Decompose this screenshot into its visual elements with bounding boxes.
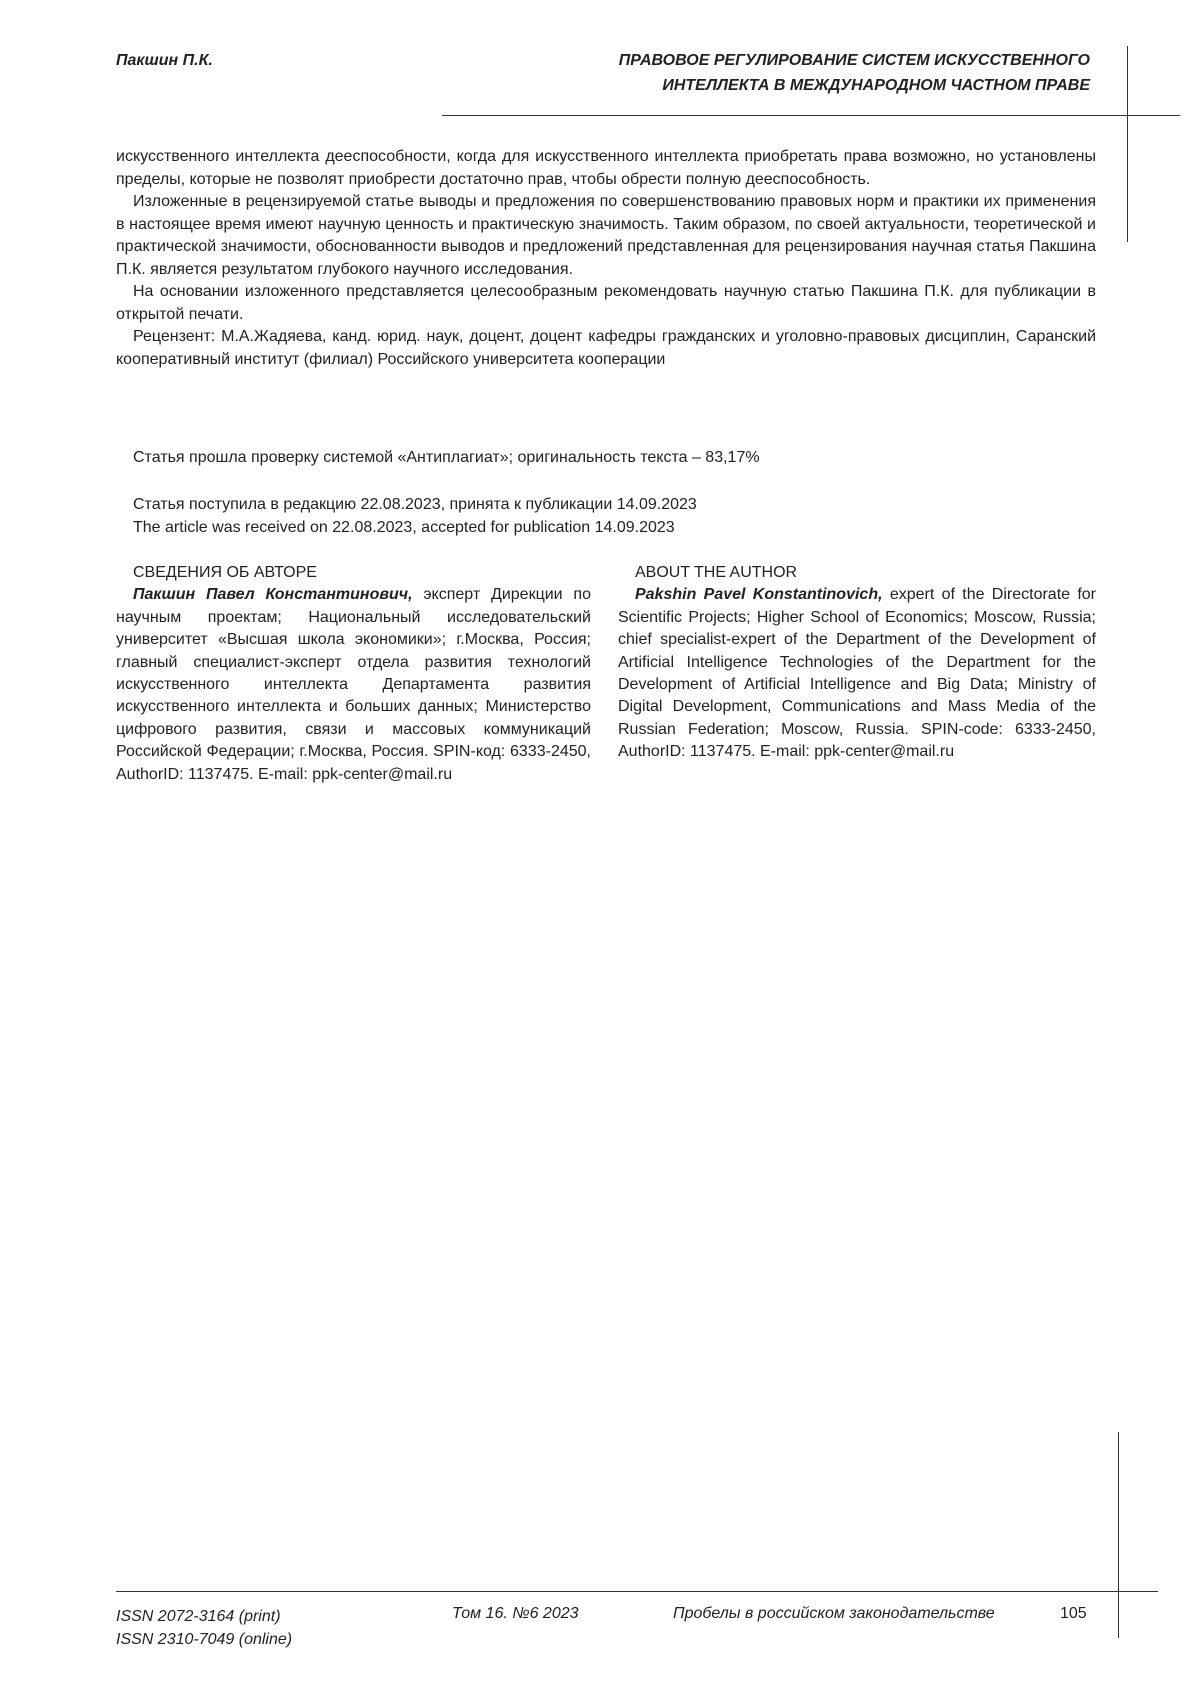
- running-header-author: Пакшин П.К.: [116, 52, 213, 70]
- issn-print: ISSN 2072-3164 (print): [116, 1605, 292, 1628]
- footer-journal-title: Пробелы в российском законодательстве: [673, 1605, 995, 1623]
- body-paragraph: искусственного интеллекта дееспособности, когда для искусственного интеллекта приобретать права возможно, но установлены пределы, которые не позволят приобрести достаточно прав, чтобы обрести полную дееспособность.: [116, 146, 1096, 191]
- document-page: [0, 0, 1200, 1697]
- header-divider: [442, 115, 1180, 116]
- issn-online: ISSN 2310-7049 (online): [116, 1628, 292, 1651]
- footer-volume: Том 16. №6 2023: [452, 1605, 579, 1623]
- body-paragraph: Изложенные в рецензируемой статье выводы и предложения по совершенствованию правовых норм и практики их применения в настоящее время имеют научную ценность и практическую значимость. Таким образом, по своей актуальности, теоретической и практической значимости, обоснованности выводов и предложений представленная для рецензирования научная статья Пакшина П.К. является результатом глубокого научного исследования.: [116, 191, 1096, 281]
- header-vertical-rule: [1127, 46, 1128, 242]
- reviewer-paragraph: Рецензент: М.А.Жадяева, канд. юрид. наук, доцент, доцент кафедры гражданских и уголовно-правовых дисциплин, Саранский кооперативный институт (филиал) Российского университета кооперации: [116, 326, 1096, 371]
- author-name-ru: Пакшин Павел Константинович,: [133, 586, 413, 603]
- page-number: 105: [1060, 1605, 1087, 1623]
- body-paragraph: На основании изложенного представляется целесообразным рекомендовать научную статью Пакшина П.К. для публикации в открытой печати.: [116, 281, 1096, 326]
- running-header-title: [530, 48, 1090, 98]
- received-dates: [133, 494, 697, 539]
- received-note-en: The article was received on 22.08.2023, accepted for publication 14.09.2023: [133, 517, 697, 540]
- author-details-ru: эксперт Дирекции по научным проектам; Национальный исследовательский университет «Высшая школа экономики»; г.Москва, Россия; главный специалист-эксперт отдела развития технологий искусственного интеллекта Департамента развития искусственного интеллекта и больших данных; Министерство цифрового развития, связи и массовых коммуникаций Российской Федерации; г.Москва, Россия. SPIN-код: 6333-2450, AuthorID: 1137475. E-mail: ppk-center@mail.ru: [116, 586, 591, 782]
- review-body: [116, 146, 1096, 371]
- author-name-en: Pakshin Pavel Konstantinovich,: [635, 586, 883, 603]
- author-description-en: [618, 584, 1096, 763]
- author-info-en: [618, 562, 1096, 764]
- author-details-en: expert of the Directorate for Scientific Projects; Higher School of Economics; Moscow, Russia; chief specialist-expert of the Department of the Development of Artificial Intelligence Technologies of the Department for the Development of Artificial Intelligence and Big Data; Ministry of Digital Development, Communications and Mass Media of the Russian Federation; Moscow, Russia. SPIN-code: 6333-2450, AuthorID: 1137475. E-mail: ppk-center@mail.ru: [618, 586, 1096, 760]
- header-title-line-1: ПРАВОВОЕ РЕГУЛИРОВАНИЕ СИСТЕМ ИСКУССТВЕННОГО: [530, 48, 1090, 73]
- footer-issn: [116, 1605, 292, 1651]
- author-info-ru: [116, 562, 591, 786]
- header-title-line-2: ИНТЕЛЛЕКТА В МЕЖДУНАРОДНОМ ЧАСТНОМ ПРАВЕ: [530, 73, 1090, 98]
- plagiarism-note: Статья прошла проверку системой «Антиплагиат»; оригинальность текста – 83,17%: [133, 449, 760, 467]
- author-heading-ru: СВЕДЕНИЯ ОБ АВТОРЕ: [116, 562, 591, 584]
- author-heading-en: ABOUT THE AUTHOR: [618, 562, 1096, 584]
- footer-divider: [116, 1591, 1158, 1592]
- author-description-ru: [116, 584, 591, 786]
- received-note-ru: Статья поступила в редакцию 22.08.2023, принята к публикации 14.09.2023: [133, 494, 697, 517]
- footer-vertical-rule: [1118, 1432, 1119, 1638]
